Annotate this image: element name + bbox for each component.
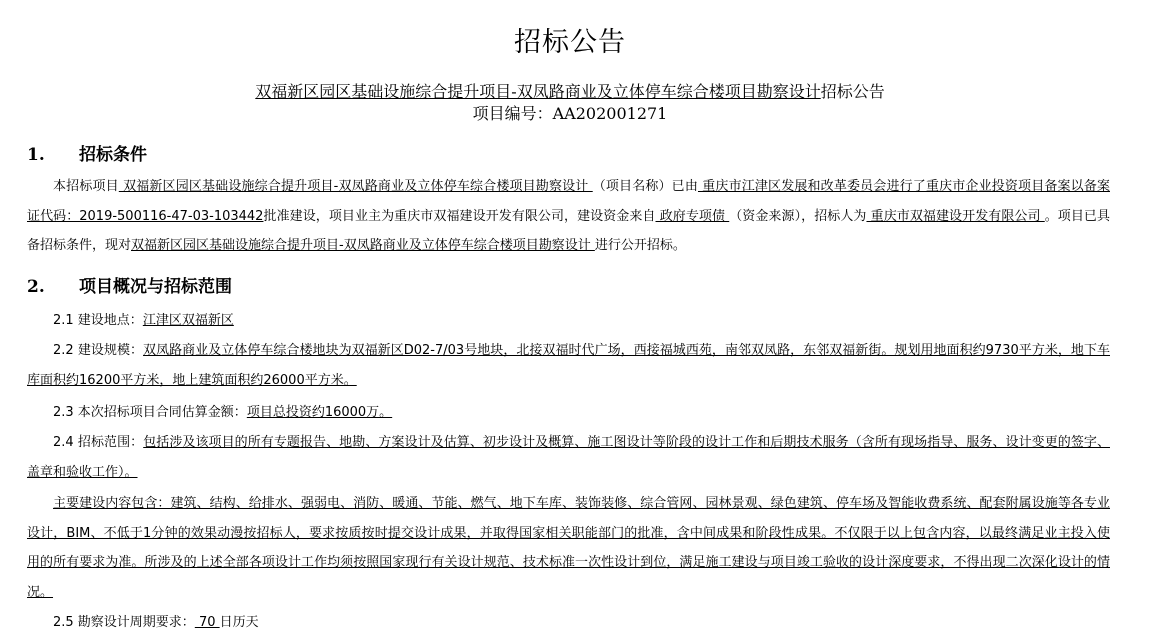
item-label: 2.3 本次招标项目合同估算金额： (53, 405, 247, 420)
text-run: 进行公开招标。 (594, 238, 686, 253)
page-title: 招标公告 (514, 27, 626, 58)
item-2-5 (27, 608, 1110, 638)
project-number: 项目编号：AA202001271 (472, 104, 668, 123)
section-1-paragraph (27, 172, 1110, 261)
item-2-2 (27, 336, 1110, 395)
item-label: 2.1 建设地点： (53, 313, 143, 328)
tenderee: 重庆市双福建设开发有限公司 (866, 208, 1045, 224)
item-2-3 (27, 398, 1110, 428)
subtitle-suffix: 招标公告 (820, 82, 885, 101)
main-construction-content (27, 489, 1110, 607)
item-label: 2.4 招标范围： (53, 435, 144, 450)
subtitle-project-name: 双福新区园区基础设施综合提升项目-双凤路商业及立体停车综合楼项目勘察设计 (255, 82, 821, 101)
construction-site: 江津区双福新区 (142, 313, 234, 328)
notice-subtitle (0, 82, 1140, 102)
text-run: 本招标项目 (53, 179, 119, 194)
section-2-heading (27, 272, 232, 297)
design-period-days: 70 (194, 615, 220, 630)
text-run: 。项目已具备招标条件，现对 (27, 208, 1110, 253)
tender-scope: 包括涉及该项目的所有专题报告、地勘、方案设计及估算、初步设计及概算、施工图设计等阶段的设计工作和后期技术服务（含所有现场指导、服务、设计变更的签字、盖章和验收工作）。 (27, 435, 1110, 480)
item-2-1 (27, 306, 1110, 336)
project-name: 双福新区园区基础设施综合提升项目-双凤路商业及立体停车综合楼项目勘察设计 (118, 179, 593, 194)
section-2-number: 2. (27, 277, 45, 297)
text-run: 批准建设，项目业主为重庆市双福建设开发有限公司，建设资金来自 (263, 208, 656, 224)
contract-estimate: 项目总投资约16000万。 (246, 405, 393, 420)
section-1-title: 招标条件 (79, 145, 147, 165)
item-2-4 (27, 428, 1110, 487)
text-run: （资金来源），招标人为 (729, 208, 867, 224)
main-content-text: 主要建设内容包含：建筑、结构、给排水、强弱电、消防、暖通、节能、燃气、地下车库、装饰装修、综合管网、园林景观、绿色建筑、停车场及智能收费系统、配套附属设施等各专业设计，BIM、不低于1分钟的效果动漫按招标人，要求按质按时提交设计成果，并取得国家相关职能部门的批准，含中间成果和阶段性成果。不仅限于以上包含内容，以最终满足业主投入使用的所有要求为准。所涉及的上述全部各项设计工作均须按照国家现行有关设计规范、技术标准一次性设计到位，满足施工建设与项目竣工验收的设计深度要求，不得出现二次深化设计的情况。 (27, 496, 1110, 600)
project-name: 双福新区园区基础设施综合提升项目-双凤路商业及立体停车综合楼项目勘察设计 (131, 238, 595, 253)
section-1-heading (27, 140, 147, 165)
section-1-number: 1. (27, 145, 45, 165)
item-suffix: 日历天 (219, 615, 259, 630)
construction-scale: 双凤路商业及立体停车综合楼地块为双福新区D02-7/03号地块，北接双福时代广场，西接福城西苑，南邻双凤路，东邻双福新街。规划用地面积约9730平方米，地下车库面积约16200平方米，地上建筑面积约26000平方米。 (27, 343, 1110, 388)
item-label: 2.5 勘察设计周期要求： (53, 615, 195, 630)
approval-info: 重庆市江津区发展和改革委员会进行了重庆市企业投资项目备案以备案证代码：2019-500116-47-03-103442 (27, 179, 1110, 224)
section-2-title: 项目概况与招标范围 (79, 277, 232, 297)
fund-source: 政府专项债 (655, 208, 730, 224)
text-run: （项目名称）已由 (592, 179, 698, 194)
item-label: 2.2 建设规模： (53, 343, 144, 358)
